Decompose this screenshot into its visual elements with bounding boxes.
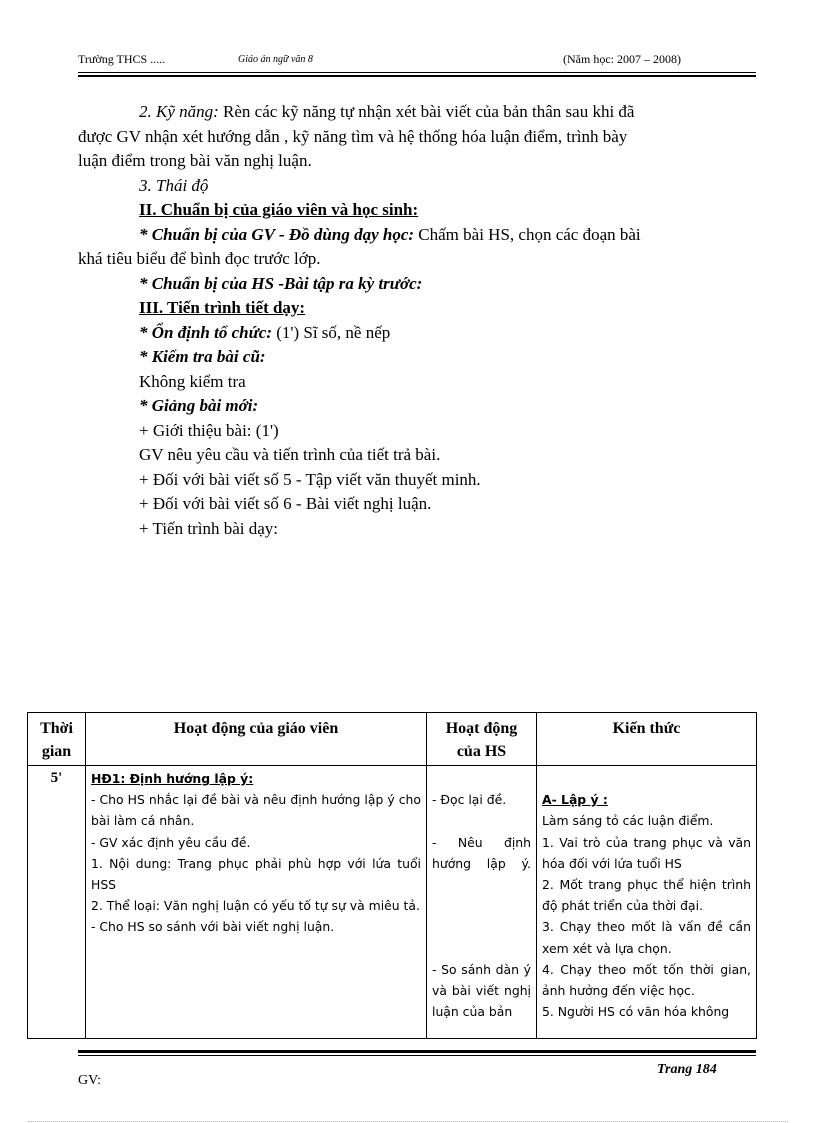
header-divider bbox=[78, 72, 756, 73]
header-document-title: Giáo án ngữ văn 8 bbox=[238, 54, 313, 65]
attitude-heading: 3. Thái độ bbox=[139, 175, 209, 195]
intro-line: + Giới thiệu bài: (1') bbox=[139, 420, 279, 440]
new-lesson-heading: * Giảng bài mới: bbox=[139, 396, 259, 415]
essay5-line: + Đối với bài viết số 5 - Tập viết văn thuyết minh. bbox=[139, 469, 481, 489]
check-text: Không kiểm tra bbox=[139, 371, 246, 391]
student-spacer bbox=[432, 874, 531, 959]
knowledge-cell bbox=[537, 766, 757, 1039]
header-divider-thick bbox=[78, 75, 756, 77]
skills-label: 2. Kỹ năng: bbox=[139, 102, 219, 121]
student-spacer bbox=[432, 810, 531, 831]
skills-line-1 bbox=[78, 100, 758, 125]
gv-prep-line-2: khá tiêu biểu để bình đọc trước lớp. bbox=[78, 249, 321, 268]
teacher-line: 2. Thể loại: Văn nghị luận có yếu tố tự sự và miêu tả. bbox=[91, 898, 420, 914]
section-3-heading: III. Tiến trình tiết dạy: bbox=[139, 298, 306, 317]
col-header-time: Thời gian bbox=[28, 713, 86, 766]
gv-prep-line-1 bbox=[78, 223, 758, 248]
section-2-heading: II. Chuẩn bị của giáo viên và học sinh: bbox=[139, 200, 419, 219]
table-row bbox=[28, 766, 757, 1039]
col-header-teacher: Hoạt động của giáo viên bbox=[86, 713, 427, 766]
knowledge-line: 5. Người HS có văn hóa không bbox=[542, 1004, 730, 1020]
footer-divider bbox=[78, 1055, 756, 1056]
table-header-row bbox=[28, 713, 757, 766]
lesson-plan-table bbox=[27, 712, 757, 1039]
knowledge-line: Làm sáng tỏ các luận điểm. bbox=[542, 813, 714, 829]
teacher-line: - Cho HS nhắc lại đề bài và nêu định hướng lập ý cho bài làm cá nhân. bbox=[91, 792, 421, 829]
process-line: + Tiến trình bài dạy: bbox=[139, 518, 278, 538]
knowledge-title: A- Lập ý : bbox=[542, 792, 608, 808]
student-activity-cell bbox=[427, 766, 537, 1039]
skills-line-2: được GV nhận xét hướng dẫn , kỹ năng tìm và hệ thống hóa luận điểm, trình bày bbox=[78, 126, 628, 146]
footer-divider-thick bbox=[78, 1050, 756, 1053]
teacher-line: - GV xác định yêu cầu đề. bbox=[91, 834, 251, 850]
essay6-line: + Đối với bài viết số 6 - Bài viết nghị luận. bbox=[139, 494, 432, 513]
student-line: - Nêu định hướng lập ý. bbox=[432, 834, 531, 871]
gv-prep-text-1: Chấm bài HS, chọn các đoạn bài bbox=[414, 224, 641, 244]
knowledge-line: 2. Mốt trang phục thể hiện trình độ phát triển của thời đại. bbox=[542, 877, 751, 914]
row-time: 5' bbox=[28, 766, 86, 1039]
knowledge-spacer bbox=[542, 768, 751, 789]
header-school: Trường THCS ..... bbox=[78, 52, 166, 66]
footer-teacher: GV: bbox=[78, 1073, 102, 1088]
teacher-activity-title: HĐ1: Định hướng lập ý: bbox=[91, 771, 254, 786]
knowledge-line: 4. Chạy theo mốt tốn thời gian, ảnh hưởng đến việc học. bbox=[542, 961, 751, 999]
hs-prep-heading: * Chuẩn bị của HS -Bài tập ra kỳ trước: bbox=[139, 273, 423, 293]
skills-line-3: luận điểm trong bài văn nghị luận. bbox=[78, 151, 312, 170]
student-line: - So sánh dàn ý và bài viết nghị luận của bản bbox=[432, 961, 531, 1020]
teacher-line: - Cho HS so sánh với bài viết nghị luận. bbox=[91, 919, 335, 935]
page-bottom-dotted-line bbox=[28, 1121, 788, 1122]
check-heading: * Kiểm tra bài cũ: bbox=[139, 347, 266, 366]
col-header-knowledge: Kiến thức bbox=[537, 713, 757, 766]
student-spacer bbox=[432, 768, 531, 789]
knowledge-line: 1. Vai trò của trang phục và văn hóa đối với lứa tuổi HS bbox=[542, 834, 751, 871]
org-text: (1') Sĩ số, nề nếp bbox=[271, 322, 391, 342]
lesson-body bbox=[78, 100, 758, 541]
header-school-year: (Năm học: 2007 – 2008) bbox=[563, 52, 681, 66]
student-line: - Đọc lại đề. bbox=[432, 792, 507, 808]
gv-prep-label: * Chuẩn bị của GV - Đồ dùng dạy học: bbox=[139, 224, 415, 244]
teacher-line: 1. Nội dung: Trang phục phải phù hợp với lứa tuổi HSS bbox=[91, 855, 421, 893]
col-header-student: Hoạt động của HS bbox=[427, 713, 537, 766]
footer-page-number: Trang 184 bbox=[657, 1062, 717, 1077]
org-line bbox=[78, 321, 758, 346]
skills-text-1: Rèn các kỹ năng tự nhận xét bài viết của bản thân sau khi đã bbox=[218, 102, 635, 121]
gv-desc-line: GV nêu yêu cầu và tiến trình của tiết trả bài. bbox=[139, 445, 441, 464]
teacher-activity-cell bbox=[86, 766, 427, 1039]
org-label: * Ổn định tổ chức: bbox=[139, 322, 272, 342]
knowledge-line: 3. Chạy theo mốt là vấn đề cần xem xét và lựa chọn. bbox=[542, 919, 751, 956]
